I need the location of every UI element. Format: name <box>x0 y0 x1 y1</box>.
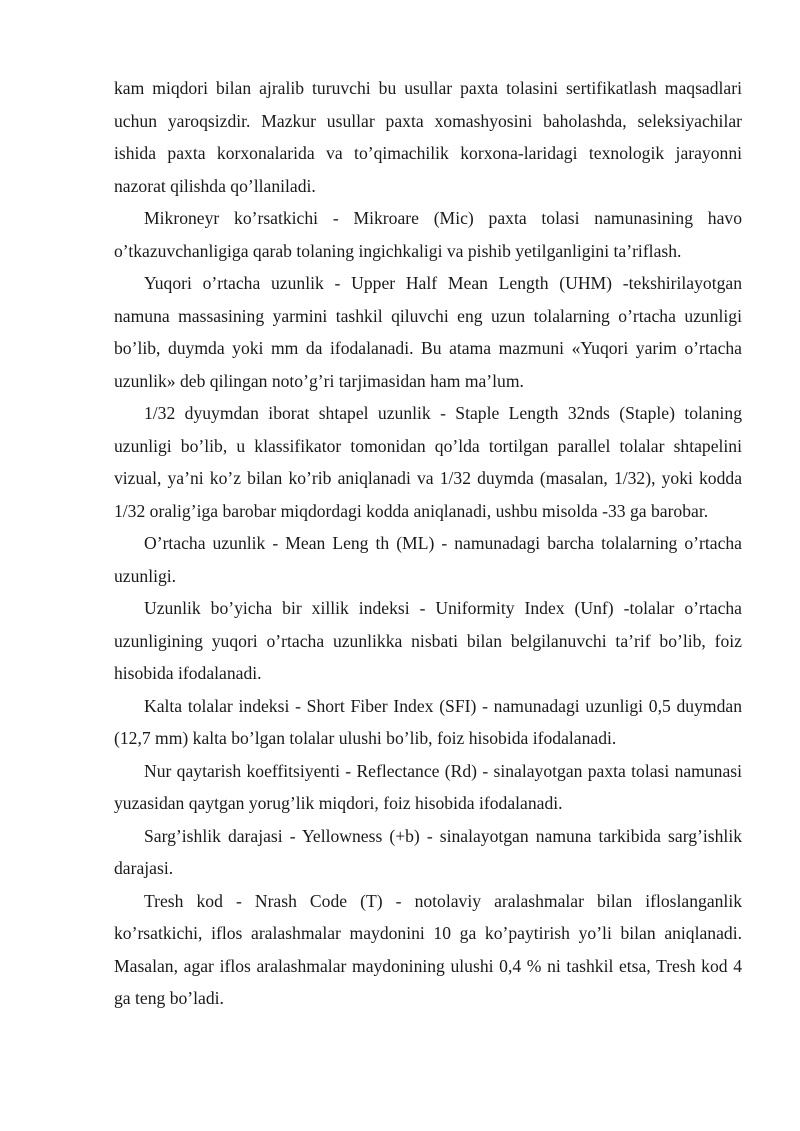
paragraph-staple-length: 1/32 dyuymdan iborat shtapel uzunlik - Staple Length 32nds (Staple) tolaning uzunligi bo’lib, u klassifikator tomonidan qo’lda tortilgan parallel tolalar shtapelini vizual, ya’ni ko’z bilan ko’rib aniqlanadi va 1/32 duymda (masalan, 1/32), yoki kodda 1/32 oralig’iga barobar miqdordagi kodda aniqlanadi, ushbu misolda -33 ga barobar. <box>114 403 742 521</box>
document-page <box>114 72 742 1015</box>
paragraph-upper-half-mean-length: Yuqori o’rtacha uzunlik - Upper Half Mean Length (UHM) -tekshirilayotgan namuna massasining yarmini tashkil qiluvchi eng uzun tolalarning o’rtacha uzunligi bo’lib, duymda yoki mm da ifodalanadi. Bu atama mazmuni «Yuqori yarim o’rtacha uzunlik» deb qilingan noto’g’ri tarjimasidan ham ma’lum. <box>114 273 742 391</box>
paragraph-uniformity-index: Uzunlik bo’yicha bir xillik indeksi - Uniformity Index (Unf) -tolalar o’rtacha uzunligining yuqori o’rtacha uzunlikka nisbati bilan belgilanuvchi ta’rif bo’lib, foiz hisobida ifodalanadi. <box>114 598 742 683</box>
paragraph-continuation: kam miqdori bilan ajralib turuvchi bu usullar paxta tolasini sertifikatlash maqsadlari uchun yaroqsizdir. Mazkur usullar paxta xomashyosini baholashda, seleksiyachilar ishida paxta korxonalarida va to’qimachilik korxona-laridagi texnologik jarayonni nazorat qilishda qo’llaniladi. <box>114 78 742 196</box>
paragraph-trash-code: Tresh kod - Nrash Code (T) - notolaviy aralashmalar bilan ifloslanganlik ko’rsatkichi, iflos aralashmalar maydonini 10 ga ko’paytirish yo’li bilan aniqlanadi. Masalan, agar iflos aralashmalar maydonining ulushi 0,4 % ni tashkil etsa, Tresh kod 4 ga teng bo’ladi. <box>114 890 742 1008</box>
paragraph-micronaire: Mikroneyr ko’rsatkichi - Mikroare (Mic) paxta tolasi namunasining havo o’tkazuvchanligiga qarab tolaning ingichkaligi va pishib yetilganligini ta’riflash. <box>114 208 742 261</box>
paragraph-yellowness: Sarg’ishlik darajasi - Yellowness (+b) - sinalayotgan namuna tarkibida sarg’ishlik darajasi. <box>114 825 742 878</box>
paragraph-mean-length: O’rtacha uzunlik - Mean Leng th (ML) - namunadagi barcha tolalarning o’rtacha uzunligi. <box>114 533 742 586</box>
paragraph-short-fiber-index: Kalta tolalar indeksi - Short Fiber Index (SFI) - namunadagi uzunligi 0,5 duymdan (12,7 mm) kalta bo’lgan tolalar ulushi bo’lib, foiz hisobida ifodalanadi. <box>114 695 742 748</box>
paragraph-reflectance: Nur qaytarish koeffitsiyenti - Reflectance (Rd) - sinalayotgan paxta tolasi namunasi yuzasidan qaytgan yorug’lik miqdori, foiz hisobida ifodalanadi. <box>114 760 742 813</box>
